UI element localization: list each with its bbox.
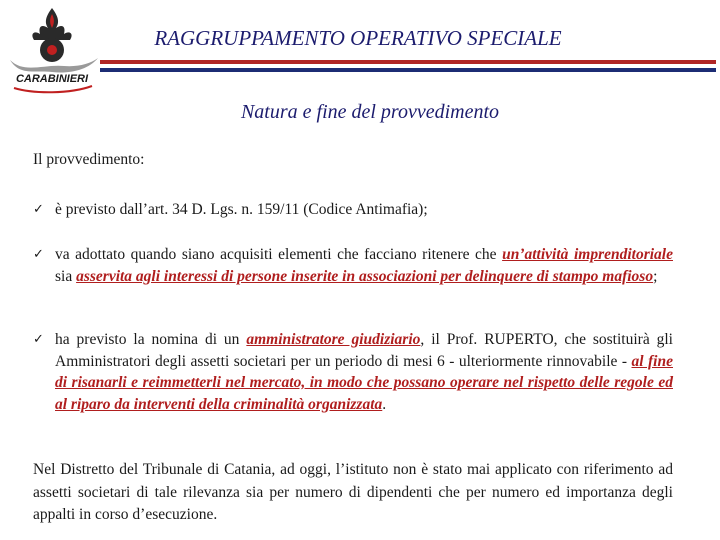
bullet-item <box>33 199 673 221</box>
emphasis-text: asservita agli interessi di persone inserite in associazioni per delinquere di stampo mafioso <box>76 267 654 285</box>
closing-paragraph: Nel Distretto del Tribunale di Catania, ad oggi, l’istituto non è stato mai applicato con riferimento ad assetti societari di tale rilevanza sia per numero di dipendenti che per numero ed importanza degli appalti in corso d’esecuzione. <box>33 461 673 523</box>
emphasis-text: al fine di risanarli e reimmetterli nel mercato, in modo che possano operare nel rispetto delle regole ed al riparo da interventi della criminalità organizzata <box>55 352 673 413</box>
bullet-item <box>33 329 673 415</box>
check-mark-icon: ✓ <box>33 247 44 262</box>
header-red-rule <box>100 60 716 64</box>
check-mark-icon: ✓ <box>33 332 44 347</box>
bullet-text: ha previsto la nomina di un amministratore giudiziario, il Prof. RUPERTO, che sostituirà gli Amministratori degli assetti societari per un periodo di mesi 6 - ulteriormente rinnovabile - al fine di risanarli e reimmetterli nel mercato, in modo che possano operare nel rispetto delle regole ed al riparo da interventi della criminalità organizzata. <box>55 331 673 413</box>
header-navy-rule <box>100 68 716 72</box>
emphasis-text: amministratore giudiziario <box>246 331 421 348</box>
bullet-text: è previsto dall’art. 34 D. Lgs. n. 159/11 (Codice Antimafia); <box>55 201 428 218</box>
brand-text: CARABINIERI <box>15 73 89 85</box>
bullet-text: va adottato quando siano acquisiti elementi che facciano ritenere che un’attività imprenditoriale sia asservita agli interessi di persone inserite in associazioni per delinquere di stampo mafioso; <box>55 246 673 285</box>
emphasis-text: un’attività imprenditoriale <box>502 246 673 263</box>
carabinieri-logo <box>4 4 100 96</box>
carabinieri-emblem-icon <box>4 4 100 96</box>
header-title: RAGGRUPPAMENTO OPERATIVO SPECIALE <box>154 26 562 50</box>
check-mark-icon: ✓ <box>33 202 44 217</box>
bullet-item <box>33 244 673 287</box>
slide-title: Natura e fine del provvedimento <box>240 101 500 123</box>
intro-text: Il provvedimento: <box>33 151 145 168</box>
